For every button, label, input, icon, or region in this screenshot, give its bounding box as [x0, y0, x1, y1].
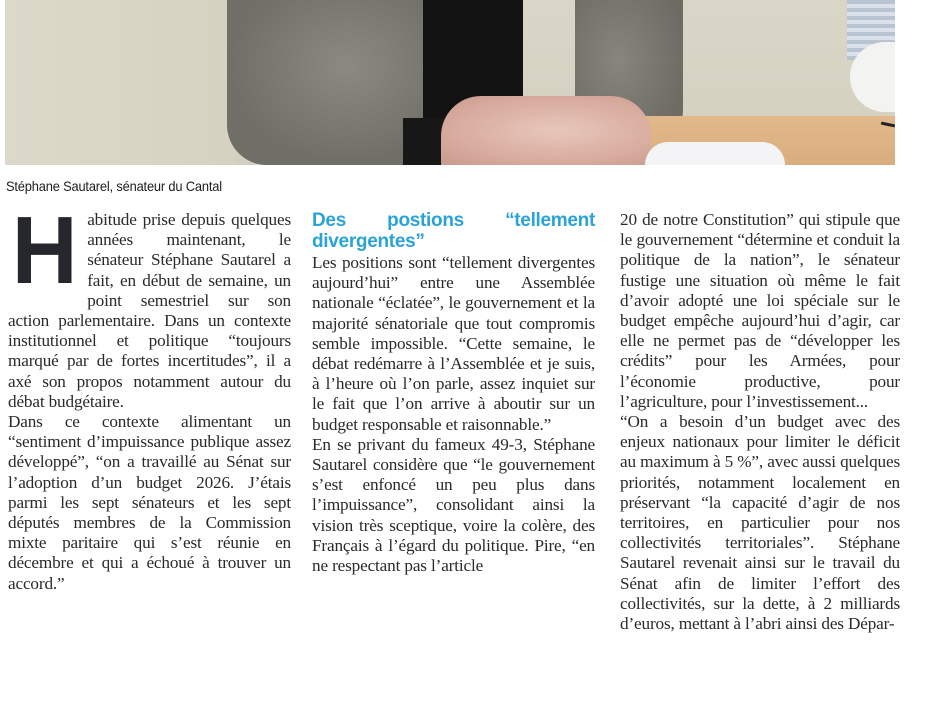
paragraph: “On a besoin d’un budget avec des enjeux nationaux pour limiter le déficit au maximum à 5 %”, avec aussi quelques priorités, notamment localement en préservant “la capacité d’agir de nos territoires, en particulier pour nos collectivités territoriales”. Stéphane Sautarel revenait ainsi sur le travail du Sénat afin de limiter l’effort des collectivités, sur la dette, à 2 milliards d’euros, mettant à l’abri ainsi des Dépar-	[620, 412, 900, 634]
photo-hands	[441, 96, 651, 165]
photo-paper	[645, 142, 785, 165]
article-column-3	[620, 210, 900, 634]
drop-cap: H	[11, 197, 78, 304]
paragraph: 20 de notre Constitution” qui stipule que le gouvernement “détermine et conduit la politique de la nation”, le sénateur fustige une situation où même le fait d’avoir adopté une loi spéciale sur le budget empêche aujourd’hui d’agir, car elle ne permet pas de “développer les crédits” pour les Armées, pour l’économie productive, pour l’agriculture, pour l’investissement...	[620, 210, 900, 411]
article-column-1	[8, 197, 291, 594]
paragraph: En se privant du fameux 49-3, Stéphane Sautarel considère que “le gouvernement s’est enfoncé un peu plus dans l’impuissance”, consolidant ainsi la vision très sceptique, voire la colère, des Français à l’égard du politique. Pire, “en ne respectant pas l’article	[312, 434, 595, 576]
photo-wall	[5, 0, 235, 165]
article-column-2	[312, 210, 595, 576]
photo-caption: Stéphane Sautarel, sénateur du Cantal	[6, 178, 222, 194]
section-subheading: Des postions “tellement divergentes”	[312, 210, 595, 252]
article-photo	[5, 0, 895, 165]
photo-jacket-left	[227, 0, 427, 165]
paragraph: Les positions sont “tellement divergentes aujourd’hui” entre une Assemblée nationale “éclatée”, le gouvernement et la majorité sénatoriale que tout compromis semble impossible. “Cette semaine, le débat redémarre à l’Assemblée et je suis, à l’heure où l’on parle, assez inquiet sur le fait que l’on arrive à aboutir sur un budget responsable et raisonnable.”	[312, 253, 595, 434]
paragraph: Dans ce contexte alimentant un “sentiment d’impuissance publique assez développé”, “on a travaillé au Sénat sur l’adoption d’un budget 2026. J’étais parmi les sept sénateurs et les sept députés membres de la Commission mixte paritaire qui s’est réunie en décembre et qui a échoué à trouver un accord.”	[8, 412, 291, 593]
paragraph: abitude prise depuis quelques années maintenant, le sénateur Stéphane Sautarel a fait, en début de semaine, un point semestriel sur son action parlementaire. Dans un contexte institutionnel et politique “toujours marqué par de fortes incertitudes”, il a axé son propos notamment autour du débat budgétaire.	[8, 210, 291, 411]
